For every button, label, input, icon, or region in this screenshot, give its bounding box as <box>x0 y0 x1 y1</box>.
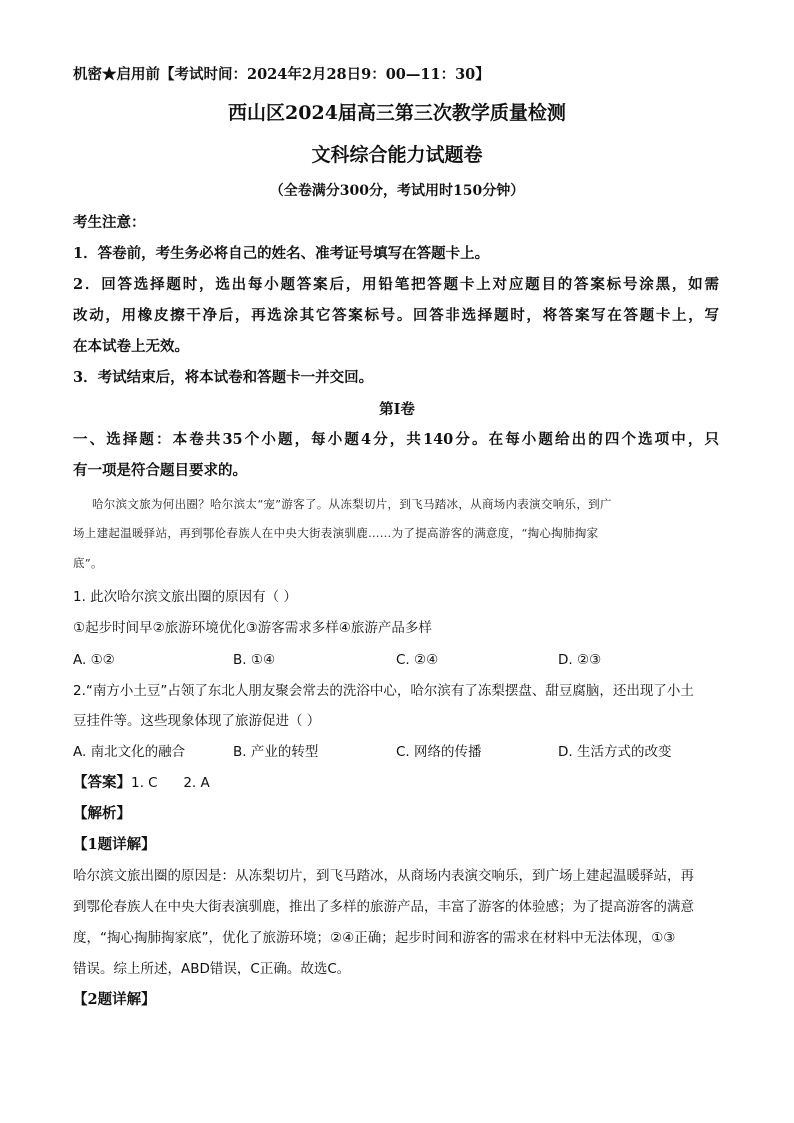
answer-label: 【答案】 <box>73 774 131 791</box>
notice-item-1: 1．答卷前，考生务必将自己的姓名、准考证号填写在答题卡上。 <box>73 245 490 262</box>
volume-heading: 第Ⅰ卷 <box>379 401 415 418</box>
answer-row <box>73 773 210 793</box>
passage-line-3: 底”。 <box>73 556 103 570</box>
question-1-statements: ①起步时间早②旅游环境优化③游客需求多样④旅游产品多样 <box>73 620 432 636</box>
question-1-option-c: C. ②④ <box>396 652 439 668</box>
section-instruction-line-2: 有一项是符合题目要求的。 <box>73 462 247 479</box>
answer-value: 1. C 2. A <box>131 775 210 791</box>
question-1-option-a: A. ①② <box>73 652 115 668</box>
section-instruction-line-1: 一、选择题：本卷共35个小题，每小题4分，共140分。在每小题给出的四个选项中，只 <box>73 431 719 448</box>
question-2-stem-line-1: 2.“南方小土豆”占领了东北人朋友聚会常去的洗浴中心，哈尔滨有了冻梨摆盘、甜豆腐脑，还出现了小土 <box>73 683 694 699</box>
notice-item-2-line-1: 2．回答选择题时，选出每小题答案后，用铅笔把答题卡上对应题目的答案标号涂黑，如需 <box>73 276 719 293</box>
detail-1-heading: 【1题详解】 <box>73 836 156 853</box>
detail-1-line-2: 到鄂伦春族人在中央大街表演驯鹿，推出了多样的旅游产品，丰富了游客的体验感；为了提高游客的满意 <box>73 899 694 915</box>
exam-score-note: （全卷满分300分，考试用时150分钟） <box>269 183 525 199</box>
confidential-header: 机密★启用前【考试时间：2024年2月28日9：00—11：30】 <box>73 66 490 83</box>
question-2-option-d: D. 生活方式的改变 <box>558 744 672 760</box>
detail-2-heading: 【2题详解】 <box>73 991 156 1008</box>
question-2-stem-line-2: 豆挂件等。这些现象体现了旅游促进（ ） <box>73 713 321 729</box>
analysis-label: 【解析】 <box>73 805 131 822</box>
question-2-option-b: B. 产业的转型 <box>233 744 319 760</box>
detail-1-line-3: 度，“掏心掏肺掏家底”，优化了旅游环境；②④正确；起步时间和游客的需求在材料中无法体现，①③ <box>73 930 676 946</box>
question-1-option-b: B. ①④ <box>233 652 276 668</box>
question-2-option-c: C. 网络的传播 <box>396 744 482 760</box>
detail-1-line-1: 哈尔滨文旅出圈的原因是：从冻梨切片，到飞马踏冰，从商场内表演交响乐，到广场上建起温暖驿站，再 <box>73 868 694 884</box>
question-2-option-a: A. 南北文化的融合 <box>73 744 186 760</box>
passage-line-1: 哈尔滨文旅为何出圈？哈尔滨太“宠”游客了。从冻梨切片，到飞马踏冰，从商场内表演交响乐，到广 <box>92 497 612 511</box>
notice-heading: 考生注意： <box>73 214 146 231</box>
exam-subject-title: 文科综合能力试题卷 <box>311 144 483 166</box>
detail-1-line-4: 错误。综上所述，ABD错误，C正确。故选C。 <box>73 961 351 977</box>
passage-line-2: 场上建起温暖驿站，再到鄂伦春族人在中央大街表演驯鹿……为了提高游客的满意度，“掏心掏肺掏家 <box>73 526 599 540</box>
exam-title: 西山区2024届高三第三次教学质量检测 <box>228 102 566 124</box>
notice-item-2-line-2: 改动，用橡皮擦干净后，再选涂其它答案标号。回答非选择题时，将答案写在答题卡上，写 <box>73 307 719 324</box>
question-1-stem: 1. 此次哈尔滨文旅出圈的原因有（ ） <box>73 589 297 605</box>
notice-item-2-line-3: 在本试卷上无效。 <box>73 338 189 355</box>
question-1-option-d: D. ②③ <box>558 652 602 668</box>
notice-item-3: 3．考试结束后，将本试卷和答题卡一并交回。 <box>73 369 374 386</box>
